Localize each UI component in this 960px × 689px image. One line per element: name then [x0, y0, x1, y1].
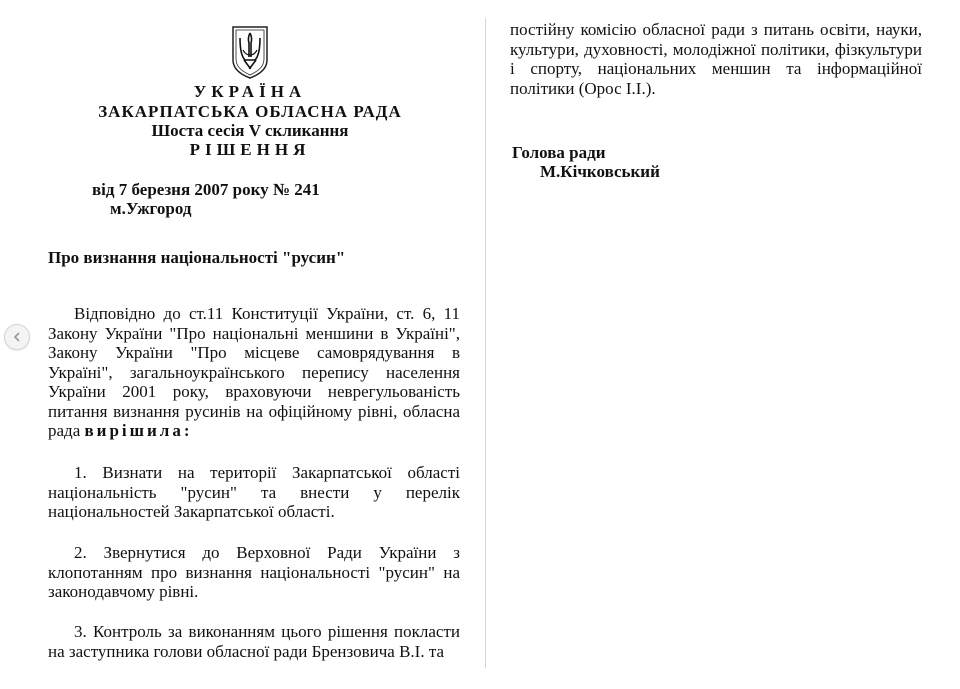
intro-paragraph	[48, 304, 460, 441]
chevron-left-icon	[12, 332, 22, 342]
decision-place: м.Ужгород	[110, 199, 192, 218]
resolved-word: вирішила:	[84, 421, 193, 440]
session-title: Шоста сесія V скликання	[151, 121, 349, 140]
resolution-item-3: 3. Контроль за виконанням цього рішення покласти на заступника голови обласної ради Брензовича В.І. та	[48, 622, 460, 661]
decision-date: від 7 березня 2007 року № 241	[92, 180, 320, 199]
signature-name: М.Кічковський	[540, 162, 660, 181]
resolution-item-1: 1. Визнати на території Закарпатської області національність "русин" та внести у перелік національностей Закарпатської області.	[48, 463, 460, 521]
column-divider	[485, 18, 486, 668]
council-title: ЗАКАРПАТСЬКА ОБЛАСНА РАДА	[98, 102, 402, 121]
resolution-item-3-continued: постійну комісію обласної ради з питань освіти, науки, культури, духовності, молодіжної політики, фізкультури і спорту, національних меншин та інформаційної політики (Орос І.І.).	[510, 20, 922, 98]
resolution-item-2: 2. Звернутися до Верховної Ради України з клопотанням про визнання національності "русин" на законодавчому рівні.	[48, 543, 460, 601]
country-title: УКРАЇНА	[193, 82, 307, 101]
intro-text: Відповідно до ст.11 Конституції України, ст. 6, 11 Закону України "Про національні меншини в Україні", Закону України "Про місцеве самоврядування в Україні", загальноукраїнського перепису населення України 2001 року, враховуючи неврегульованість питання визнання русинів на офіційному рівні, обласна рада	[48, 304, 460, 440]
trident-emblem-icon	[230, 24, 270, 80]
previous-page-button[interactable]	[4, 324, 30, 350]
decision-subject: Про визнання національності "русин"	[48, 248, 346, 267]
decision-title: РІШЕННЯ	[189, 140, 311, 159]
signature-title: Голова ради	[512, 143, 606, 162]
